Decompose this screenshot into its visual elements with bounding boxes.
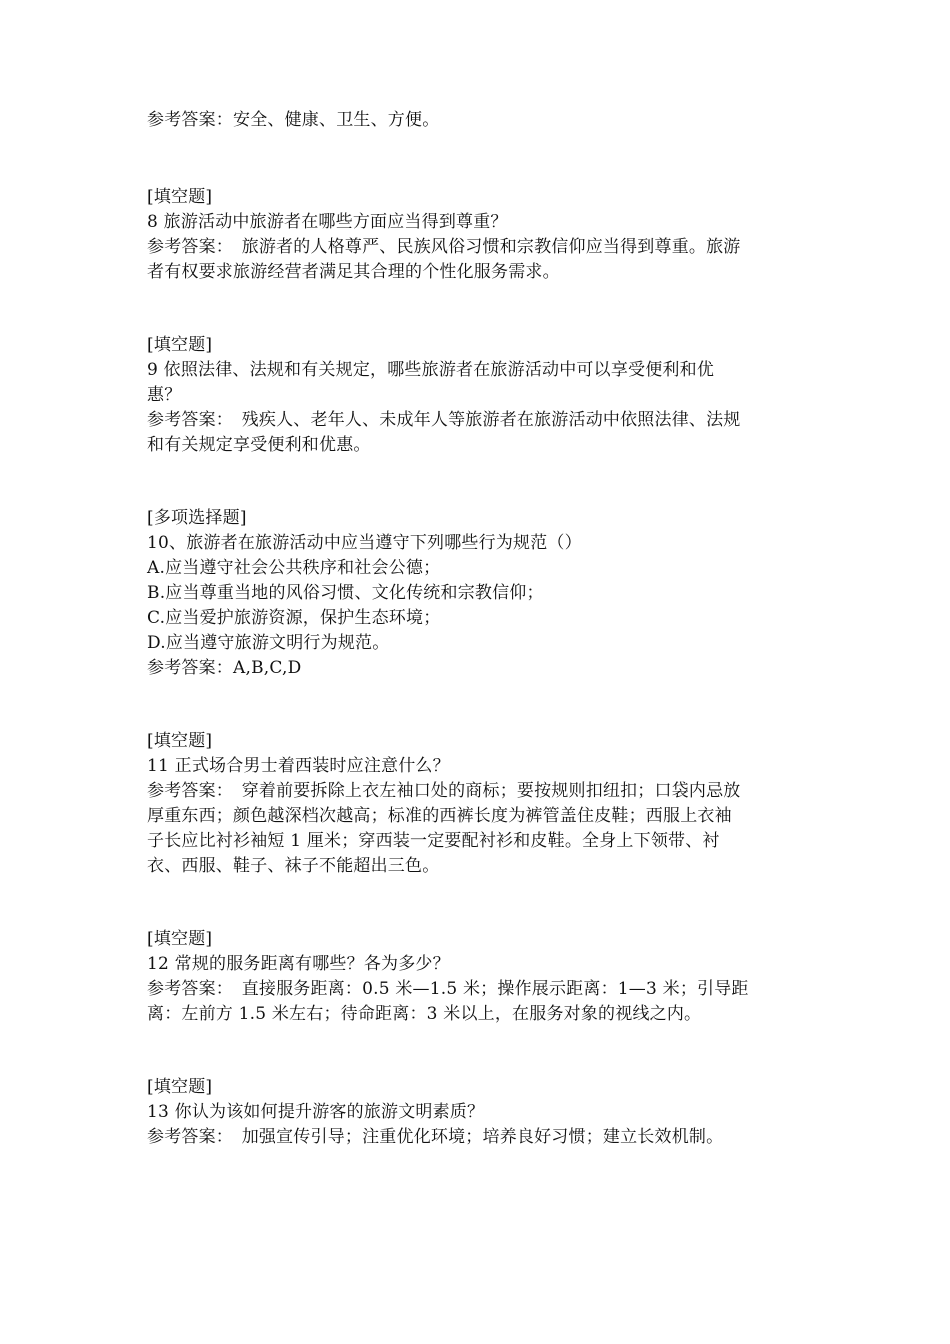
option-b: B.应当尊重当地的风俗习惯、文化传统和宗教信仰； <box>147 583 544 603</box>
question-block-8 <box>147 185 815 285</box>
answer-line: 参考答案：A,B,C,D <box>147 658 302 678</box>
question-text: 10、旅游者在旅游活动中应当遵守下列哪些行为规范（） <box>147 533 582 553</box>
answer-line: 离：左前方 1.5 米左右；待命距离：3 米以上，在服务对象的视线之内。 <box>147 1004 702 1024</box>
question-text: 13 你认为该如何提升游客的旅游文明素质？ <box>147 1102 485 1122</box>
option-a: A.应当遵守社会公共秩序和社会公德； <box>147 558 441 578</box>
answer-line: 厚重东西；颜色越深档次越高；标准的西裤长度为裤管盖住皮鞋；西服上衣袖 <box>147 806 732 826</box>
answer-line <box>147 108 815 133</box>
question-text: 11 正式场合男士着西装时应注意什么？ <box>147 756 450 776</box>
question-type: [填空题] <box>147 929 213 949</box>
answer-line: 参考答案： 旅游者的人格尊严、民族风俗习惯和宗教信仰应当得到尊重。旅游 <box>147 237 741 257</box>
answer-line: 和有关规定享受便利和优惠。 <box>147 435 371 455</box>
answer-line: 参考答案： 加强宣传引导；注重优化环境；培养良好习惯；建立长效机制。 <box>147 1127 724 1147</box>
question-type: [填空题] <box>147 187 213 207</box>
question-block-10 <box>147 506 815 681</box>
answer-line: 子长应比衬衫袖短 1 厘米；穿西装一定要配衬衫和皮鞋。全身上下领带、衬 <box>147 831 720 851</box>
question-block-12 <box>147 927 815 1027</box>
question-type: [填空题] <box>147 335 213 355</box>
answer-prefix: 参考答案： <box>147 110 233 130</box>
question-text: 8 旅游活动中旅游者在哪些方面应当得到尊重？ <box>147 212 508 232</box>
document-page <box>147 108 815 1150</box>
question-block-9 <box>147 333 815 458</box>
question-block-11 <box>147 729 815 879</box>
question-type: [填空题] <box>147 731 213 751</box>
question-text: 12 常规的服务距离有哪些？各为多少？ <box>147 954 450 974</box>
question-text: 9 依照法律、法规和有关规定，哪些旅游者在旅游活动中可以享受便利和优 <box>147 360 715 380</box>
answer-line: 参考答案： 穿着前要拆除上衣左袖口处的商标；要按规则扣纽扣；口袋内忌放 <box>147 781 741 801</box>
answer-line: 参考答案： 残疾人、老年人、未成年人等旅游者在旅游活动中依照法律、法规 <box>147 410 741 430</box>
option-c: C.应当爱护旅游资源，保护生态环境； <box>147 608 441 628</box>
answer-text: 安全、健康、卫生、方便。 <box>233 110 440 130</box>
answer-line: 衣、西服、鞋子、袜子不能超出三色。 <box>147 856 440 876</box>
option-d: D.应当遵守旅游文明行为规范。 <box>147 633 390 653</box>
answer-line: 参考答案： 直接服务距离：0.5 米—1.5 米；操作展示距离：1—3 米；引导距 <box>147 979 749 999</box>
question-type: [多项选择题] <box>147 508 247 528</box>
question-text: 惠？ <box>147 385 182 405</box>
question-block-13 <box>147 1075 815 1150</box>
question-block-7 <box>147 108 815 133</box>
question-type: [填空题] <box>147 1077 213 1097</box>
answer-line: 者有权要求旅游经营者满足其合理的个性化服务需求。 <box>147 262 560 282</box>
